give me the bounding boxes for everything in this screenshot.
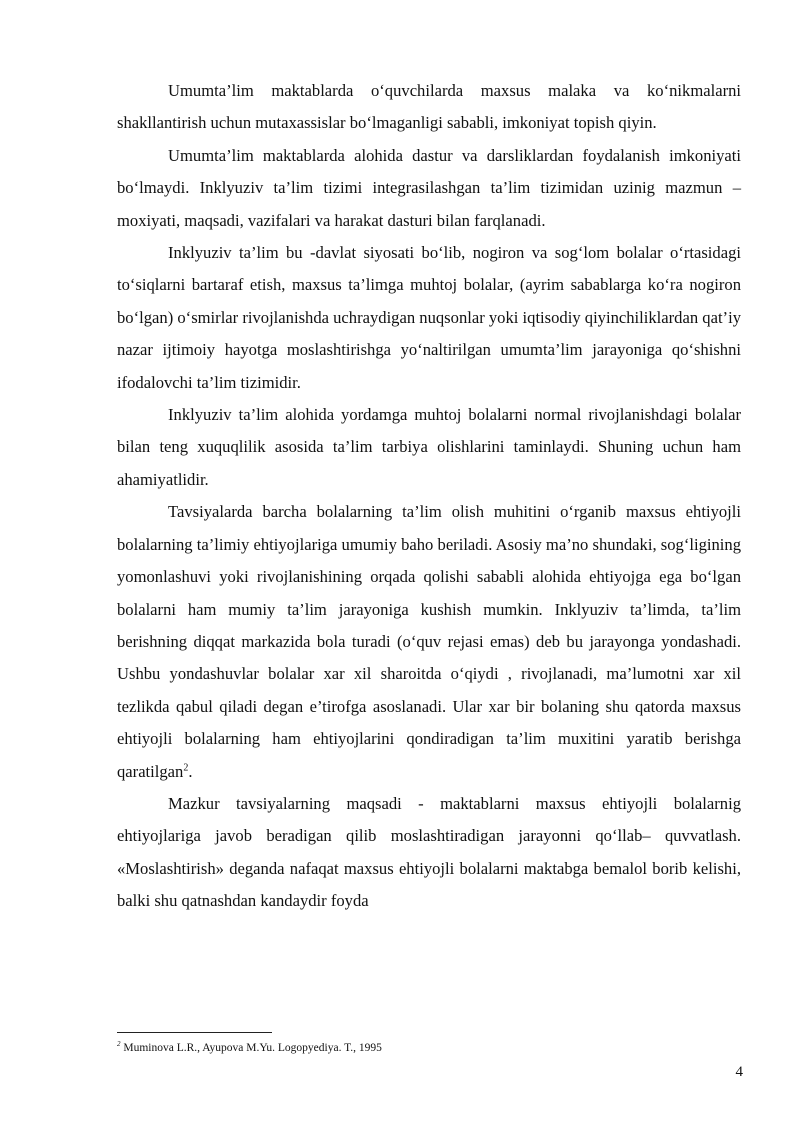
paragraph-4: Inklyuziv ta’lim alohida yordamga muhtoj bolalarni normal rivojlanishdagi bolalar bilan teng xuquqlilik asosida ta’lim tarbiya olishlarini taminlaydi. Shuning uchun ham ahamiyatlidir. <box>117 405 741 489</box>
paragraph-5-end: . <box>188 761 193 781</box>
page-number: 4 <box>735 1064 743 1080</box>
paragraph-1: Umumta’lim maktablarda o‘quvchilarda maxsus malaka va ko‘nikmalarni shakllantirish uchun mutaxassislar bo‘lmaganligi sababli, imkoniyat topish qiyin. <box>117 81 741 133</box>
footnote-reference[interactable]: 2 <box>183 762 189 773</box>
paragraph-2: Umumta’lim maktablarda alohida dastur va darsliklardan foydalanish imkoniyati bo‘lmaydi. Inklyuziv ta’lim tizimi integrasilashgan ta’lim tizimidan uzinig mazmun – moxiyati, maqsadi, vazifalari va harakat dasturi bilan farqlanadi. <box>117 145 741 230</box>
paragraph-5 <box>117 496 741 788</box>
paragraph-5-text: Tavsiyalarda barcha bolalarning ta’lim olish muhitini o‘rganib maxsus ehtiyojli bolalarning ta’limiy ehtiyojlariga umumiy baho beriladi. Asosiy ma’no shundaki, sog‘ligining yomonlashuvi yoki rivojlanishining orqada qolishi sababli alohida ehtiyojga ega bo‘lgan bolalarni ham mumiy ta’lim jarayoniga kushish mumkin. Inklyuziv ta’limda, ta’lim berishning diqqat markazida bola turadi (o‘quv rejasi emas) deb bu jarayonga yondashadi. Ushbu yondashuvlar bolalar xar xil sharoitda o‘qiydi , rivojlanadi, ma’lumotni xar xil tezlikda qabul qiladi degan e’tirofga asoslanadi. Ular xar bir bolaning shu qatorda maxsus ehtiyojli bolalarning ham ehtiyojlarini qondiradigan ta’lim muxitini yaratib berishga qaratilgan <box>117 502 741 781</box>
paragraph-6: Mazkur tavsiyalarning maqsadi - maktablarni maxsus ehtiyojli bolalarnig ehtiyojlariga javob beradigan qilib moslashtiradigan jarayonni qo‘llab– quvvatlash. «Moslashtirish» deganda nafaqat maxsus ehtiyojli bolalarni maktabga bemalol borib kelishi, balki shu qatnashdan kandaydir foyda <box>117 793 741 911</box>
footnote-text: Muminova L.R., Ayupova M.Yu. Logopyediya. T., 1995 <box>123 1042 382 1054</box>
paragraph-3: Inklyuziv ta’lim bu -davlat siyosati bo‘lib, nogiron va sog‘lom bolalar o‘rtasidagi to‘siqlarni bartaraf etish, maxsus ta’limga muhtoj bolalar, (ayrim sabablarga ko‘ra nogiron bo‘lgan) o‘smirlar rivojlanishda uchraydigan nuqsonlar yoki iqtisodiy qiyinchiliklardan qat’iy nazar ijtimoiy hayotga moslashtirishga yo‘naltirilgan umumta’lim jarayoniga qo‘shishni ifodalovchi ta’lim tizimidir. <box>117 243 741 392</box>
body-text <box>117 75 741 918</box>
footnote-separator <box>117 1032 272 1033</box>
footnote-marker: 2 <box>117 1040 121 1049</box>
footnote <box>117 1041 737 1055</box>
